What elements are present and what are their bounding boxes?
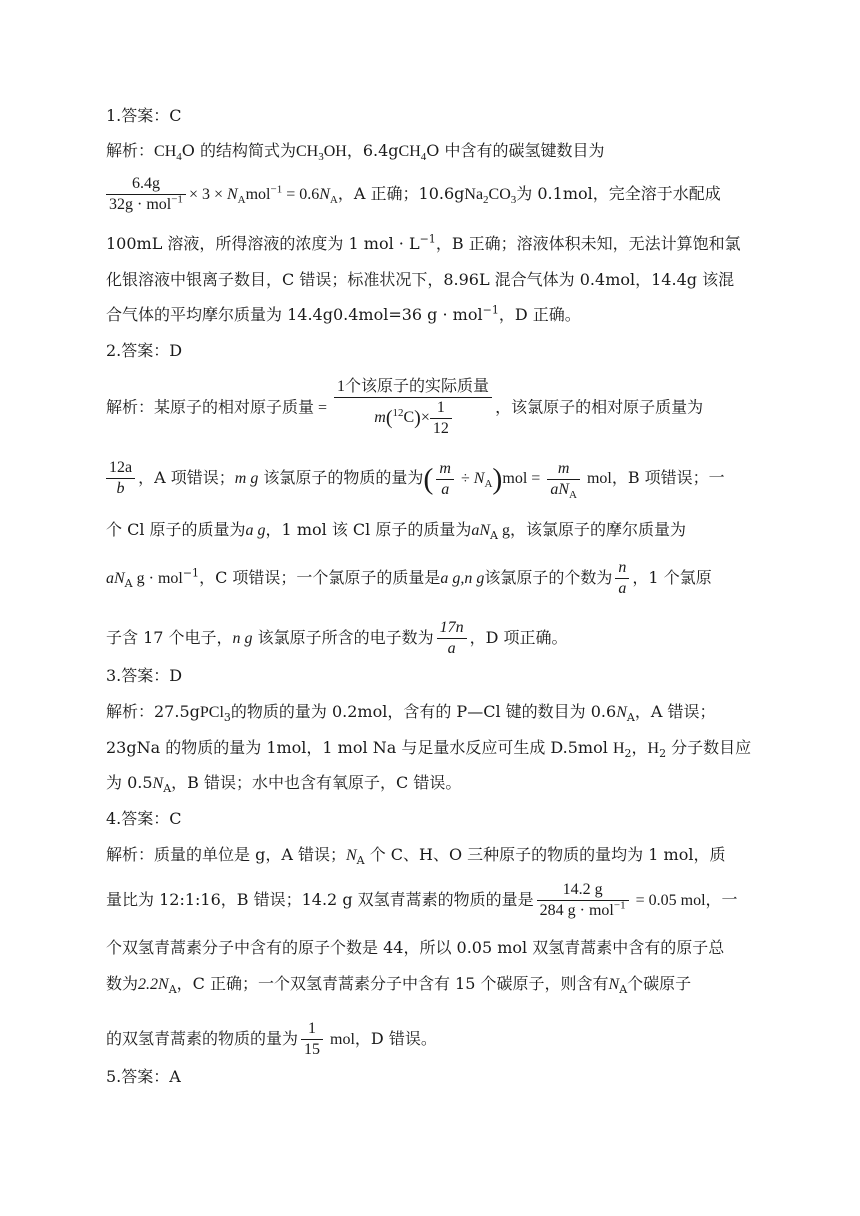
q1-answer: 1.答案：C xyxy=(106,106,182,125)
q3-answer: 3.答案：D xyxy=(106,666,183,685)
q2-line-2: $\frac{12a}{b}$ ，A 项错误；m g 该氯原子的物质的量为( $\frac{m}{a}$ ÷ $N_A)mol$ = $\frac{m}{aN_A}$ mol，B 项错误；一 xyxy=(106,458,754,500)
q4-line-5: 的双氢青蒿素的物质的量为 $\frac{1}{15}$ mol，D 错误。 xyxy=(106,1020,437,1058)
q1-line-2: $\frac{6.4g}{32g \cdot mol^{-1}}$ × $3 \times N_Amol^{-1} = 0.6N_A$，A 正确；$10.6gNa_2CO_3$为 0.1mol，完全溶于水配成 xyxy=(106,174,754,215)
q4-line-1: 解析：质量的单位是 g，A 错误；$N_A$ 个 C、H、O 三种原子的物质的量均为 1 mol，质 xyxy=(106,845,726,868)
q2-answer: 2.答案：D xyxy=(106,341,183,360)
q4-line-3: 个双氢青蒿素分子中含有的原子个数是 44，所以 0.05 mol 双氢青蒿素中含有的原子总 xyxy=(106,938,725,957)
q2-line-1: 解析：某原子的相对原子质量 = 1个该原子的实际质量 m($^{12}$C)× $\frac{1}{12}$ ，该氯原子的相对原子质量为 xyxy=(106,378,704,437)
q3-line-2: 23gNa 的物质的量为 1mol，1 mol Na 与足量水反应可生成 D.5mol $H_2$，$H_2$ 分子数目应 xyxy=(106,738,752,761)
q2-relative-mass-fraction: 1个该原子的实际质量 m($^{12}$C)× $\frac{1}{12}$ xyxy=(334,377,492,439)
q2-line-3: 个 Cl 原子的质量为a g，1 mol 该 Cl 原子的质量为$aN_A$ g，该氯原子的摩尔质量为 xyxy=(106,520,686,543)
q3-line-1: 解析：27.5gPCl$_3$的物质的量为 0.2mol，含有的 P—Cl 键的数目为 $0.6N_A$，A 错误； xyxy=(106,702,716,725)
q1-line-4: 化银溶液中银离子数目，C 错误；标准状况下，8.96L 混合气体为 0.4mol，14.4g 该混 xyxy=(106,270,735,289)
q4-line-4: 数为$2.2N_A$，C 正确；一个双氢青蒿素分子中含有 15 个碳原子，则含有$N_A$个碳原子 xyxy=(106,974,692,997)
q4-answer: 4.答案：C xyxy=(106,809,182,828)
q4-line-2: 量比为 12:1:16，B 错误；14.2 g 双氢青蒿素的物质的量是 $\frac{14.2 g}{284 g \cdot mol^{-1}}$ = 0.05 mol，一 xyxy=(106,881,738,919)
q5-answer: 5.答案：A xyxy=(106,1067,181,1086)
q1-line-3: 100mL 溶液，所得溶液的浓度为 1 mol · $L^{-1}$，B 正确；溶液体积未知，无法计算饱和氯 xyxy=(106,232,741,253)
q2-line-4: $aN_A$ g · mol$^{-1}$，C 项错误；一个氯原子的质量是a g,n g该氯原子的个数为 $\frac{n}{a}$ ，1 个氯原 xyxy=(106,559,712,597)
q2-line-5: 子含 17 个电子，n g 该氯原子所含的电子数为 $\frac{17n}{a}$ ，D 项正确。 xyxy=(106,619,568,657)
q3-line-3: 为 $0.5N_A$，B 错误；水中也含有氧原子，C 错误。 xyxy=(106,773,462,796)
q1-fraction: $\frac{6.4g}{32g \cdot mol^{-1}}$ xyxy=(106,174,186,215)
q1-line-5: 合气体的平均摩尔质量为 14.4g0.4mol=36 g · mol$^{-1}$，D 正确。 xyxy=(106,303,581,324)
q1-line-1: 解析：$CH_4O$ 的结构简式为$CH_3OH$，6.4gCH$_4$O 中含有的碳氢键数目为 xyxy=(106,141,605,164)
